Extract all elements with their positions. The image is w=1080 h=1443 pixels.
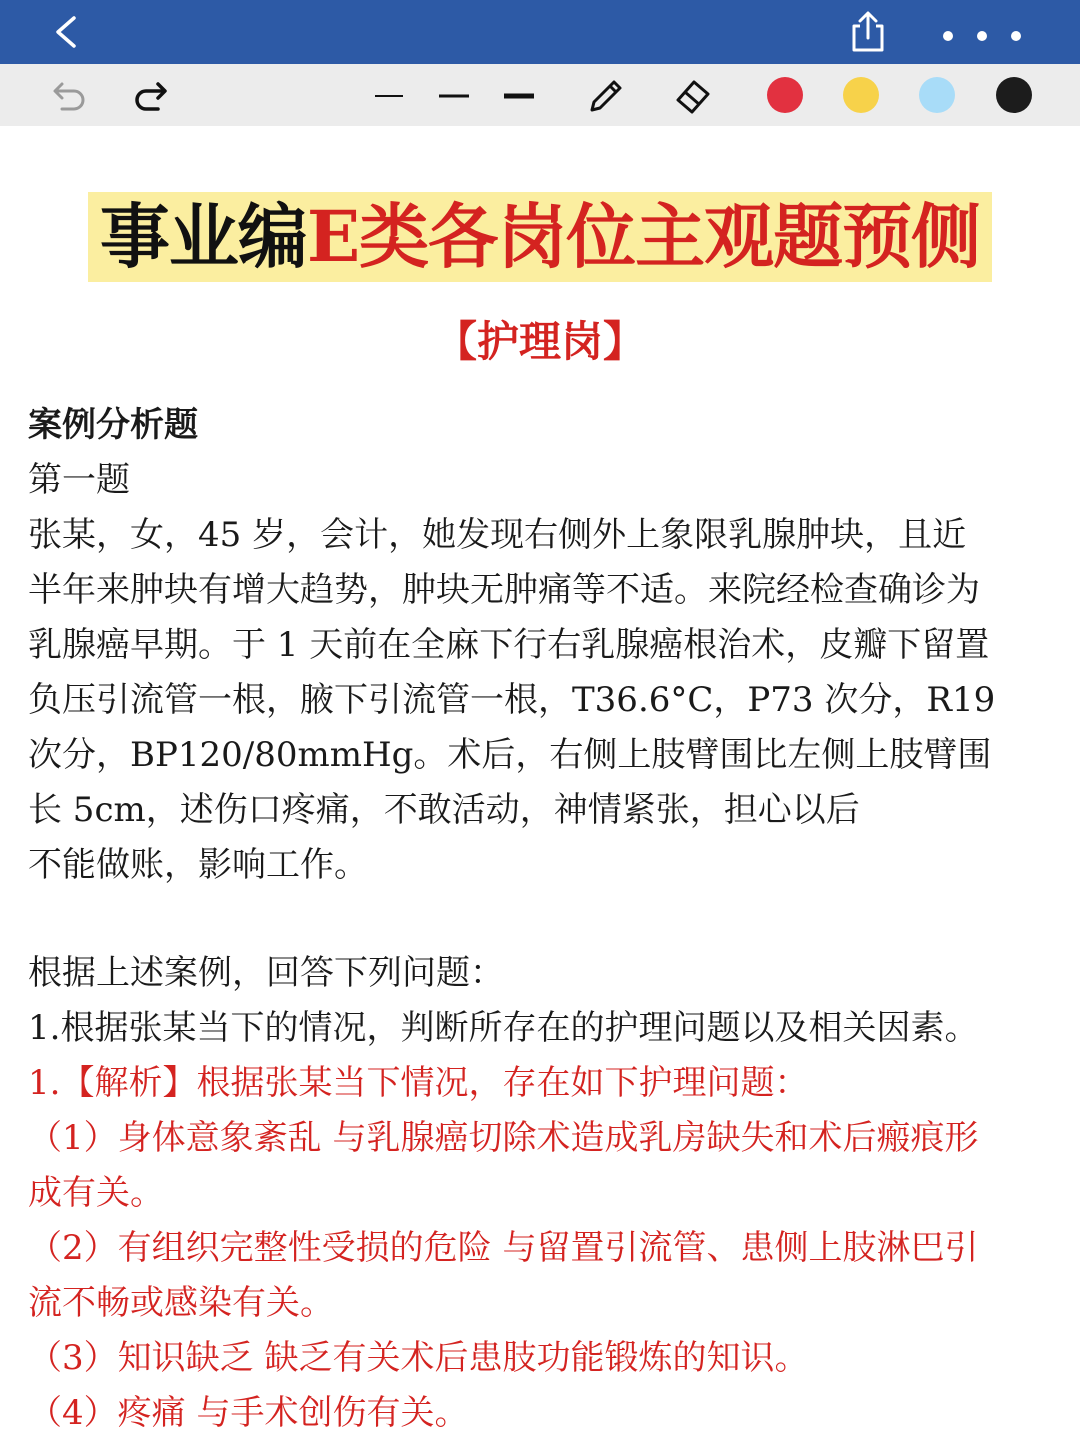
case-line: 张某，女，45 岁，会计，她发现右侧外上象限乳腺肿块，且近 (28, 515, 967, 555)
answer-line: 成有关。 (28, 1173, 164, 1213)
pen-icon (586, 76, 626, 116)
case-line: 长 5cm，述伤口疼痛，不敢活动，神情紧张，担心以后 (28, 790, 860, 830)
share-icon (846, 10, 890, 54)
more-dots-icon (936, 18, 1028, 54)
undo-icon (50, 76, 90, 116)
thin-line-button[interactable] (370, 76, 410, 116)
section-heading: 案例分析题 (28, 405, 198, 445)
case-line: 不能做账，影响工作。 (28, 845, 368, 885)
answer-line: （1）身体意象紊乱 与乳腺癌切除术造成乳房缺失和术后瘢痕形 (28, 1118, 979, 1158)
answer-line: （3）知识缺乏 缺乏有关术后患肢功能锻炼的知识。 (28, 1338, 809, 1378)
subtitle: 【护理岗】 (434, 317, 645, 366)
case-line: 次分，BP120/80mmHg。术后，右侧上肢臂围比左侧上肢臂围 (28, 735, 992, 775)
annotation-toolbar (0, 64, 1080, 126)
black-color-swatch[interactable] (996, 77, 1032, 113)
case-line: 乳腺癌早期。于 1 天前在全麻下行右乳腺癌根治术，皮瓣下留置 (28, 625, 990, 665)
medium-line-icon (434, 76, 474, 116)
back-button[interactable] (48, 12, 88, 52)
case-line: 负压引流管一根，腋下引流管一根，T36.6°C，P73 次分，R19 (28, 680, 996, 720)
title-black-part: 事业编 (99, 195, 307, 278)
question-1: 1.根据张某当下的情况，判断所存在的护理问题以及相关因素。 (28, 1008, 979, 1048)
medium-line-button[interactable] (434, 76, 474, 116)
yellow-color-swatch[interactable] (843, 77, 879, 113)
blue-color-swatch[interactable] (919, 77, 955, 113)
undo-button[interactable] (50, 76, 90, 116)
title-red-part: E类各岗位主观题预侧 (306, 195, 981, 278)
thin-line-icon (370, 76, 410, 116)
top-app-bar (0, 0, 1080, 64)
thick-line-icon (500, 76, 540, 116)
redo-button[interactable] (130, 76, 170, 116)
redo-icon (130, 76, 170, 116)
eraser-icon (672, 76, 712, 116)
thick-line-button[interactable] (500, 76, 540, 116)
question-label: 第一题 (28, 460, 130, 500)
share-button[interactable] (846, 10, 890, 54)
answer-line: （4）疼痛 与手术创伤有关。 (28, 1393, 469, 1433)
red-color-swatch[interactable] (767, 77, 803, 113)
answer-line: 1.【解析】根据张某当下情况，存在如下护理问题： (28, 1063, 809, 1103)
case-line: 半年来肿块有增大趋势，肿块无肿痛等不适。来院经检查确诊为 (28, 570, 980, 610)
question-prompt: 根据上述案例，回答下列问题： (28, 953, 504, 993)
answer-line: 流不畅或感染有关。 (28, 1283, 334, 1323)
answer-line: （2）有组织完整性受损的危险 与留置引流管、患侧上肢淋巴引 (28, 1228, 979, 1268)
eraser-button[interactable] (672, 76, 712, 116)
pen-button[interactable] (586, 76, 626, 116)
page-title (88, 194, 992, 280)
more-options-button[interactable] (936, 18, 1028, 54)
chevron-left-icon (48, 12, 88, 52)
